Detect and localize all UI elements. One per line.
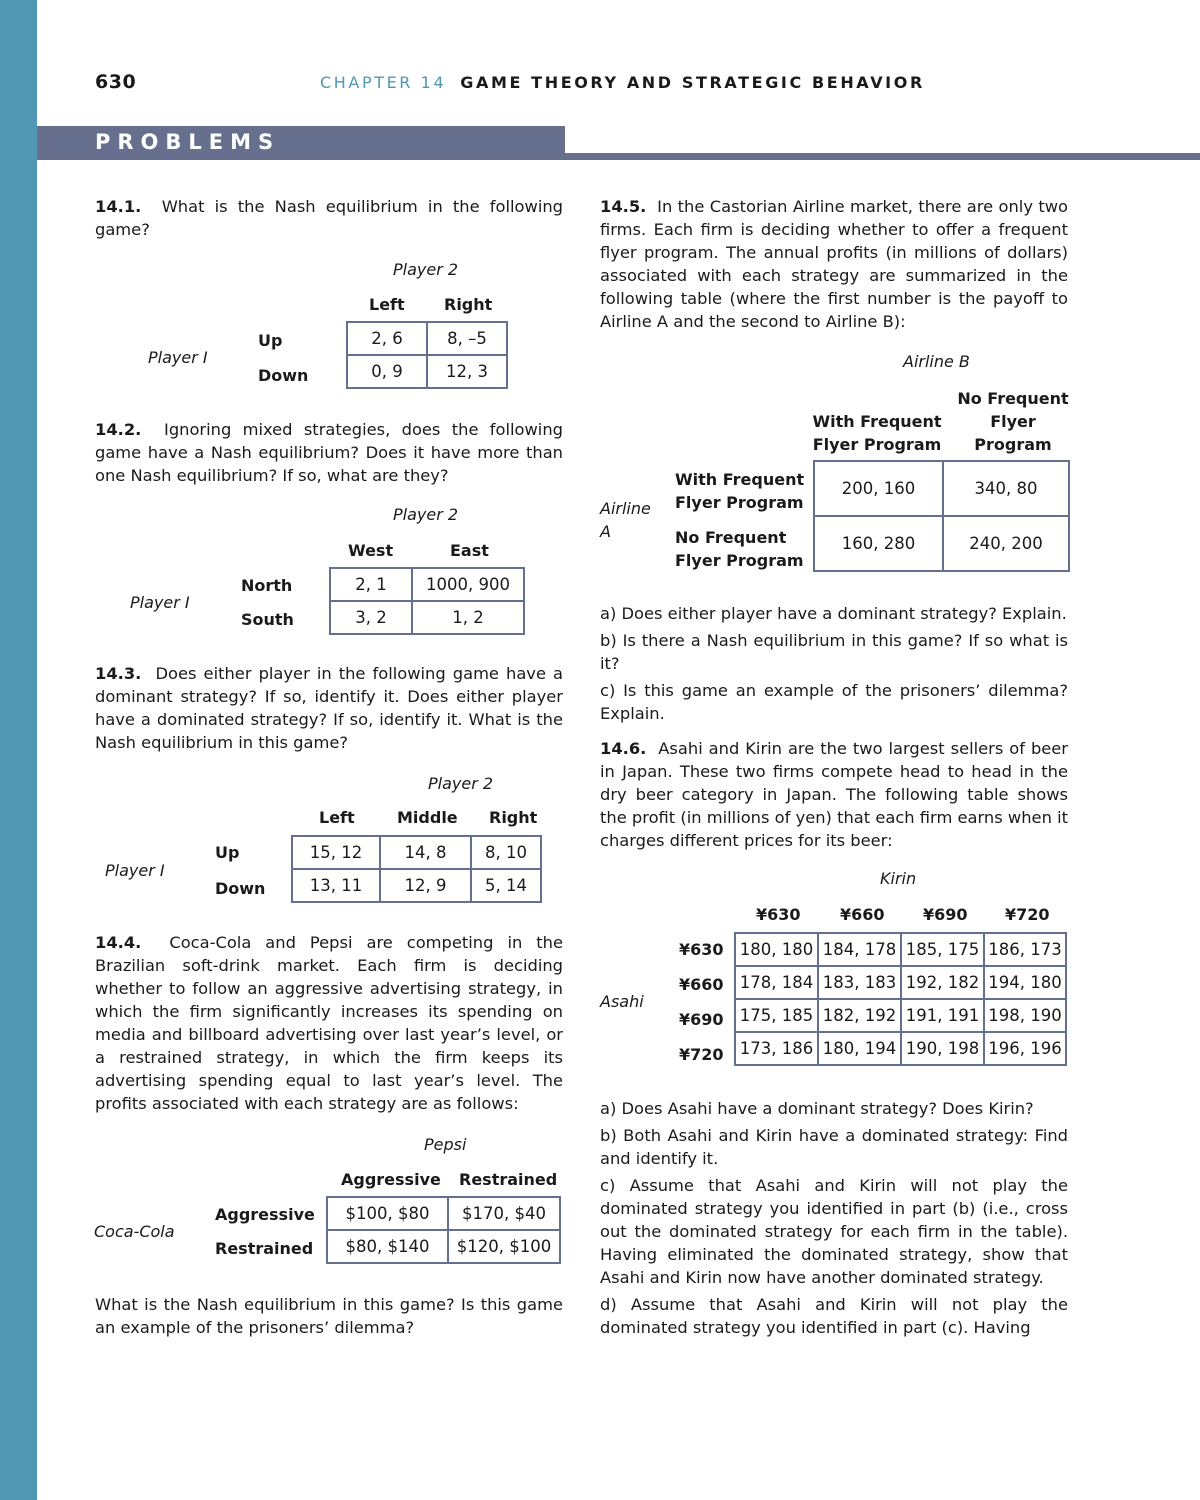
p4-row-aggressive: Aggressive <box>215 1205 315 1224</box>
payoff-cell: 186, 173 <box>984 933 1066 966</box>
p2-row-north: North <box>241 576 293 595</box>
p3-payoff-table <box>291 835 542 903</box>
payoff-cell: $170, $40 <box>448 1197 560 1230</box>
p3-row-up: Up <box>215 843 240 862</box>
payoff-cell: 190, 198 <box>901 1032 984 1065</box>
p3-row-down: Down <box>215 879 266 898</box>
payoff-cell: 14, 8 <box>380 836 471 869</box>
p5-col-no: No Frequent Flyer Program <box>957 389 1069 454</box>
section-band-rule <box>565 153 1200 160</box>
p2-player1-label: Player I <box>130 593 190 612</box>
payoff-cell: 160, 280 <box>814 516 943 571</box>
p3-player2-label: Player 2 <box>428 774 494 793</box>
problem-14-6-text <box>600 737 1068 852</box>
payoff-cell: 0, 9 <box>347 355 427 388</box>
p5-row-with: With Frequent Flyer Program <box>675 470 805 512</box>
problem-14-5-text <box>600 195 1068 333</box>
p4-player1-label: Coca-Cola <box>94 1222 175 1241</box>
p4-col-aggressive: Aggressive <box>341 1170 441 1189</box>
payoff-cell: 180, 194 <box>818 1032 901 1065</box>
p6-col-label: ¥690 <box>923 905 968 924</box>
p4-payoff-table <box>326 1196 561 1264</box>
payoff-cell: 173, 186 <box>735 1032 818 1065</box>
p2-row-south: South <box>241 610 294 629</box>
p1-payoff-table <box>346 321 508 389</box>
p2-payoff-table <box>329 567 525 635</box>
p5-row-no: No Frequent Flyer Program <box>675 528 804 570</box>
p1-player1-label: Player I <box>148 348 208 367</box>
p1-player2-label: Player 2 <box>393 260 459 279</box>
p6-question-b: b) Both Asahi and Kirin have a dominated strategy: Find and identify it. <box>600 1126 1068 1168</box>
payoff-cell: 8, 10 <box>471 836 541 869</box>
payoff-cell: 185, 175 <box>901 933 984 966</box>
payoff-cell: 194, 180 <box>984 966 1066 999</box>
p1-col-right: Right <box>444 295 493 314</box>
payoff-cell: 2, 1 <box>330 568 412 601</box>
payoff-cell: 183, 183 <box>818 966 901 999</box>
p1-col-left: Left <box>369 295 405 314</box>
payoff-cell: 191, 191 <box>901 999 984 1032</box>
p6-col-label: ¥630 <box>756 905 801 924</box>
payoff-cell: 178, 184 <box>735 966 818 999</box>
p5-question-a: a) Does either player have a dominant strategy? Explain. <box>600 604 1067 623</box>
p6-row-label: ¥630 <box>679 940 724 959</box>
payoff-cell: 3, 2 <box>330 601 412 634</box>
problem-text: What is the Nash equilibrium in the following game? <box>95 197 563 239</box>
p5-question-b: b) Is there a Nash equilibrium in this game? If so what is it? <box>600 631 1068 673</box>
p6-question-a: a) Does Asahi have a dominant strategy? Does Kirin? <box>600 1099 1034 1118</box>
problem-number: 14.4. <box>95 933 142 952</box>
problem-text: Coca-Cola and Pepsi are competing in the Brazilian soft-drink market. Each firm is deciding whether to follow an aggressive advertising strategy, in which the firm significantly increases its spending on media and billboard advertising over last year’s level, or a restrained strategy, in which the firm keeps its advertising spending equal to last year’s level. The profits associated with each strategy are as follows: <box>95 933 563 1113</box>
payoff-cell: 198, 190 <box>984 999 1066 1032</box>
p6-questions <box>600 1097 1068 1339</box>
p5-payoff-table <box>813 460 1070 572</box>
p5-col-with: With Frequent Flyer Program <box>812 412 942 454</box>
problem-number: 14.2. <box>95 420 142 439</box>
payoff-cell: $80, $140 <box>327 1230 448 1263</box>
payoff-cell: 12, 9 <box>380 869 471 902</box>
p3-player1-label: Player I <box>105 861 165 880</box>
payoff-cell: 1000, 900 <box>412 568 524 601</box>
payoff-cell: 2, 6 <box>347 322 427 355</box>
p6-question-d: d) Assume that Asahi and Kirin will not play the dominated strategy you identified in part (c). Having <box>600 1295 1068 1337</box>
payoff-cell: 182, 192 <box>818 999 901 1032</box>
p6-player2-label: Kirin <box>880 869 917 888</box>
p6-question-c: c) Assume that Asahi and Kirin will not play the dominated strategy you identified in part (b) (i.e., cross out the dominated strategy for each firm in the table). Having eliminated the dominated strategy, show that Asahi and Kirin now have another dominated strategy. <box>600 1176 1068 1287</box>
problem-text: Does either player in the following game have a dominant strategy? If so, identify it. Does either player have a dominated strategy? If so, identify it. What is the Nash equilibrium in this game? <box>95 664 564 752</box>
p3-col-left: Left <box>319 808 355 827</box>
problem-text: Asahi and Kirin are the two largest sellers of beer in Japan. These two firms compete head to head in the dry beer category in Japan. The following table shows the profit (in millions of yen) that each firm earns when it charges different prices for its beer: <box>600 739 1069 850</box>
payoff-cell: 184, 178 <box>818 933 901 966</box>
problem-number: 14.3. <box>95 664 142 683</box>
chapter-title: GAME THEORY AND STRATEGIC BEHAVIOR <box>460 73 925 92</box>
payoff-cell: 1, 2 <box>412 601 524 634</box>
p4-row-restrained: Restrained <box>215 1239 314 1258</box>
problem-number: 14.1. <box>95 197 142 216</box>
payoff-cell: 13, 11 <box>292 869 380 902</box>
p5-player2-label: Airline B <box>903 352 970 371</box>
running-header <box>320 73 925 92</box>
p4-col-restrained: Restrained <box>459 1170 558 1189</box>
p3-col-right: Right <box>489 808 538 827</box>
p5-questions <box>600 602 1068 725</box>
chapter-label: CHAPTER 14 <box>320 73 447 92</box>
payoff-cell: 5, 14 <box>471 869 541 902</box>
problem-text: Ignoring mixed strategies, does the following game have a Nash equilibrium? Does it have more than one Nash equilibrium? If so, what are they? <box>95 420 563 485</box>
p6-payoff-table <box>734 932 1067 1066</box>
payoff-cell: $100, $80 <box>327 1197 448 1230</box>
payoff-cell: 15, 12 <box>292 836 380 869</box>
p6-row-label: ¥720 <box>679 1045 724 1064</box>
payoff-cell: 192, 182 <box>901 966 984 999</box>
problem-14-2-text <box>95 418 563 487</box>
payoff-cell: 8, –5 <box>427 322 507 355</box>
payoff-cell: 196, 196 <box>984 1032 1066 1065</box>
p6-col-label: ¥660 <box>840 905 885 924</box>
payoff-cell: 200, 160 <box>814 461 943 516</box>
p1-row-down: Down <box>258 366 309 385</box>
page-number: 630 <box>95 71 137 93</box>
p2-player2-label: Player 2 <box>393 505 459 524</box>
p6-player1-label: Asahi <box>600 992 644 1011</box>
payoff-cell: 340, 80 <box>943 461 1069 516</box>
p2-col-west: West <box>348 541 394 560</box>
section-title: PROBLEMS <box>95 130 281 154</box>
p6-row-label: ¥660 <box>679 975 724 994</box>
left-color-bar <box>0 0 37 1500</box>
p5-question-c: c) Is this game an example of the prisoners’ dilemma? Explain. <box>600 681 1068 723</box>
payoff-cell: 180, 180 <box>735 933 818 966</box>
p6-row-label: ¥690 <box>679 1010 724 1029</box>
p4-player2-label: Pepsi <box>424 1135 467 1154</box>
payoff-cell: 175, 185 <box>735 999 818 1032</box>
problem-14-3-text <box>95 662 563 754</box>
problem-number: 14.5. <box>600 197 647 216</box>
p3-col-middle: Middle <box>397 808 458 827</box>
payoff-cell: $120, $100 <box>448 1230 560 1263</box>
p5-player1-label: Airline A <box>600 499 651 541</box>
problem-text: In the Castorian Airline market, there are only two firms. Each firm is deciding whether to offer a frequent flyer program. The annual profits (in millions of dollars) associated with each strategy are summarized in the following table (where the first number is the payoff to Airline A and the second to Airline B): <box>600 197 1069 331</box>
p6-col-label: ¥720 <box>1005 905 1050 924</box>
payoff-cell: 240, 200 <box>943 516 1069 571</box>
problem-14-1-text <box>95 195 563 241</box>
p4-question: What is the Nash equilibrium in this game? Is this game an example of the prisoners’ dilemma? <box>95 1295 563 1337</box>
problem-number: 14.6. <box>600 739 647 758</box>
p2-col-east: East <box>450 541 489 560</box>
problem-14-4-text <box>95 931 563 1115</box>
payoff-cell: 12, 3 <box>427 355 507 388</box>
p1-row-up: Up <box>258 331 283 350</box>
